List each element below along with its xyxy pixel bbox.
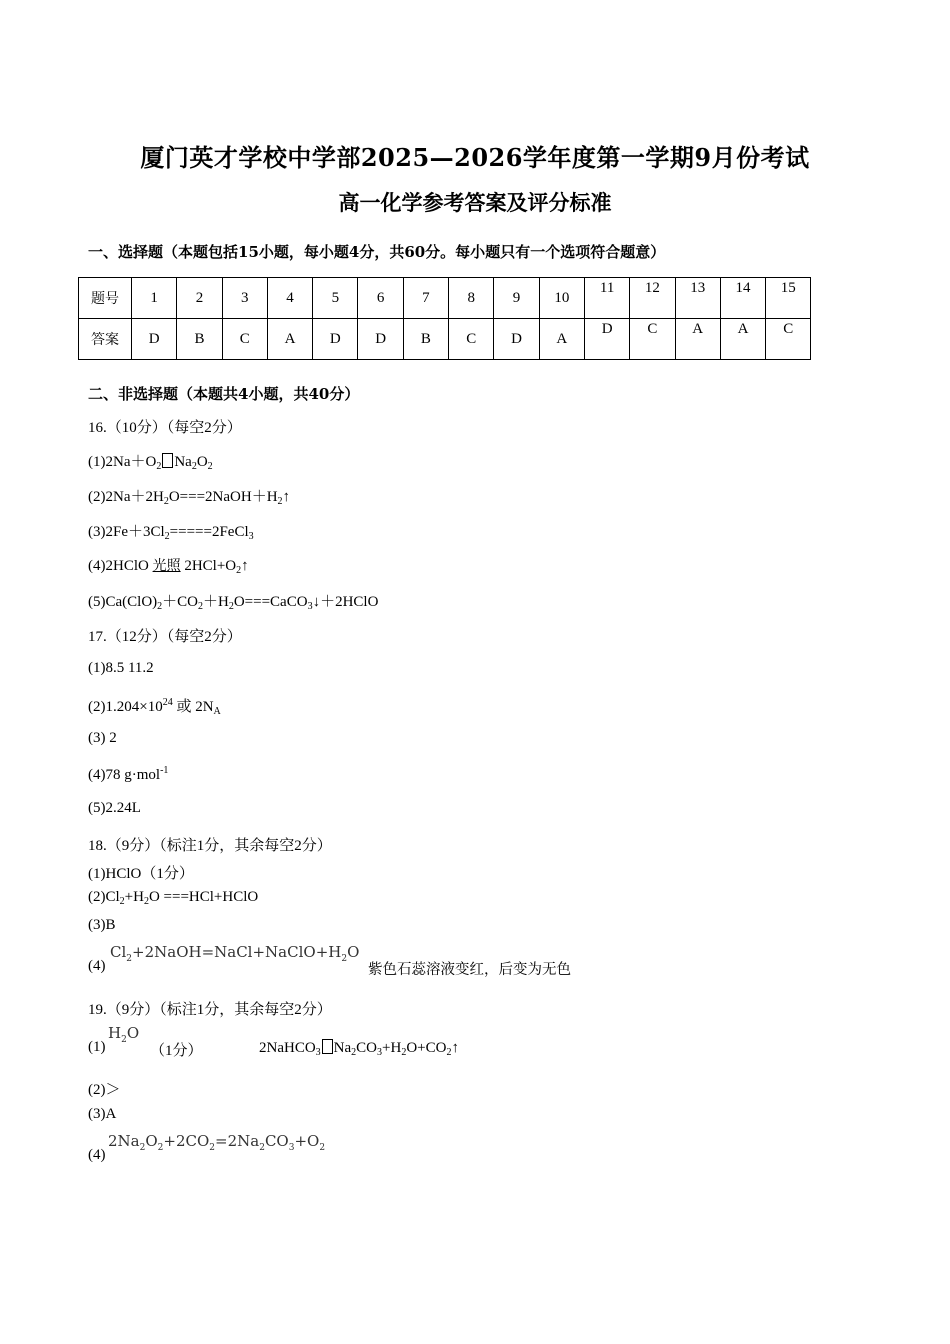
section-2-heading: 二、非选择题（本题共4小题，共40分） [88, 385, 360, 403]
q18-answer-4-equation: $Cl_2+2NaOH=NaCl+NaClO+H_2O$ [110, 943, 360, 964]
q17-answer-4: (4)78 g·mol$^{-1}$ [88, 765, 169, 783]
q18-answer-1: (1)HClO（1分） [88, 866, 194, 882]
q16-answer-1: $(1)2Na+O_2$ $Na_2O_2$ [88, 454, 213, 472]
q19-answer-1-formula: $H_2O$ [108, 1024, 140, 1045]
table-cell: B [177, 319, 222, 360]
table-cell: C [630, 319, 675, 360]
table-cell: 11 [584, 278, 629, 319]
table-cell: C [766, 319, 811, 360]
table-row-answers [79, 319, 811, 360]
q16-answer-3: $(3)2Fe+3Cl_2=====2FeCl_3$ [88, 524, 254, 542]
table-cell: 5 [313, 278, 358, 319]
q16-answer-5: $(5)Ca(ClO)_2+CO_2+H_2O===CaCO_3↓+2HClO$ [88, 594, 379, 612]
table-cell: 8 [449, 278, 494, 319]
table-cell: A [675, 319, 720, 360]
table-cell: 3 [222, 278, 267, 319]
q18-heading: 18.（9分）（标注1分，其余每空2分） [88, 838, 332, 854]
table-cell: 4 [267, 278, 312, 319]
table-cell: C [222, 319, 267, 360]
q16-answer-2: $(2)2Na+2H_2O===2NaOH+H_2↑$ [88, 489, 291, 507]
table-row-numbers [79, 278, 811, 319]
table-cell: 14 [720, 278, 765, 319]
q18-answer-2: $(2)Cl_2+H_2O$ ===HCl+HClO [88, 889, 259, 907]
table-cell: A [720, 319, 765, 360]
q18-answer-4-observation: 紫色石蕊溶液变红，后变为无色 [368, 962, 571, 978]
table-cell: A [539, 319, 584, 360]
q17-heading: 17.（12分）（每空2分） [88, 629, 242, 645]
q19-answer-4-equation: $2Na_2O_2+2CO_2=2Na_2CO_3+O_2$ [108, 1132, 326, 1153]
q19-answer-1-score: （1分） [150, 1043, 203, 1059]
reaction-condition: 光照 [152, 558, 181, 574]
q19-answer-4-label: (4) [88, 1147, 106, 1163]
missing-glyph-box [162, 453, 173, 468]
table-cell: 12 [630, 278, 675, 319]
table-cell: 6 [358, 278, 403, 319]
q18-answer-3: (3)B [88, 917, 116, 933]
document-title: 厦门英才学校中学部2025—2026学年度第一学期9月份考试 [140, 143, 810, 172]
table-header-number: 题号 [79, 278, 132, 319]
q19-answer-1-equation: 2NaHCO$_3$ $Na_2CO_3+H_2O+CO_2↑$ [259, 1040, 459, 1058]
q17-answer-5: (5)2.24L [88, 800, 141, 816]
q19-heading: 19.（9分）（标注1分，其余每空2分） [88, 1002, 332, 1018]
table-cell: D [584, 319, 629, 360]
table-cell: 1 [132, 278, 177, 319]
q16-heading: 16.（10分）（每空2分） [88, 420, 242, 436]
q17-answer-3: (3) 2 [88, 730, 117, 746]
table-cell: C [449, 319, 494, 360]
table-cell: D [494, 319, 539, 360]
table-cell: 13 [675, 278, 720, 319]
table-cell: A [267, 319, 312, 360]
q16-answer-4: (4)2HClO 光照 $2HCl+O_2↑$ [88, 558, 249, 576]
table-cell: 15 [766, 278, 811, 319]
q17-answer-2: $(2)1.204\times 10^{24}$ 或 $2N_A$ [88, 697, 221, 717]
q17-answer-1: (1)8.5 11.2 [88, 660, 154, 676]
document-subtitle: 高一化学参考答案及评分标准 [338, 190, 612, 215]
table-cell: 7 [403, 278, 448, 319]
table-cell: 10 [539, 278, 584, 319]
table-cell: D [358, 319, 403, 360]
table-cell: D [132, 319, 177, 360]
table-cell: 9 [494, 278, 539, 319]
q19-answer-1-label: (1) [88, 1039, 106, 1055]
q19-answer-2: (2)＞ [88, 1082, 121, 1098]
missing-glyph-box [322, 1039, 333, 1054]
table-cell: B [403, 319, 448, 360]
q19-answer-3: (3)A [88, 1106, 117, 1122]
section-1-heading: 一、选择题（本题包括15小题，每小题4分，共60分。每小题只有一个选项符合题意） [88, 243, 666, 261]
q18-answer-4-label: (4) [88, 958, 106, 974]
answer-table [78, 277, 811, 360]
table-cell: 2 [177, 278, 222, 319]
table-header-answer: 答案 [79, 319, 132, 360]
table-cell: D [313, 319, 358, 360]
